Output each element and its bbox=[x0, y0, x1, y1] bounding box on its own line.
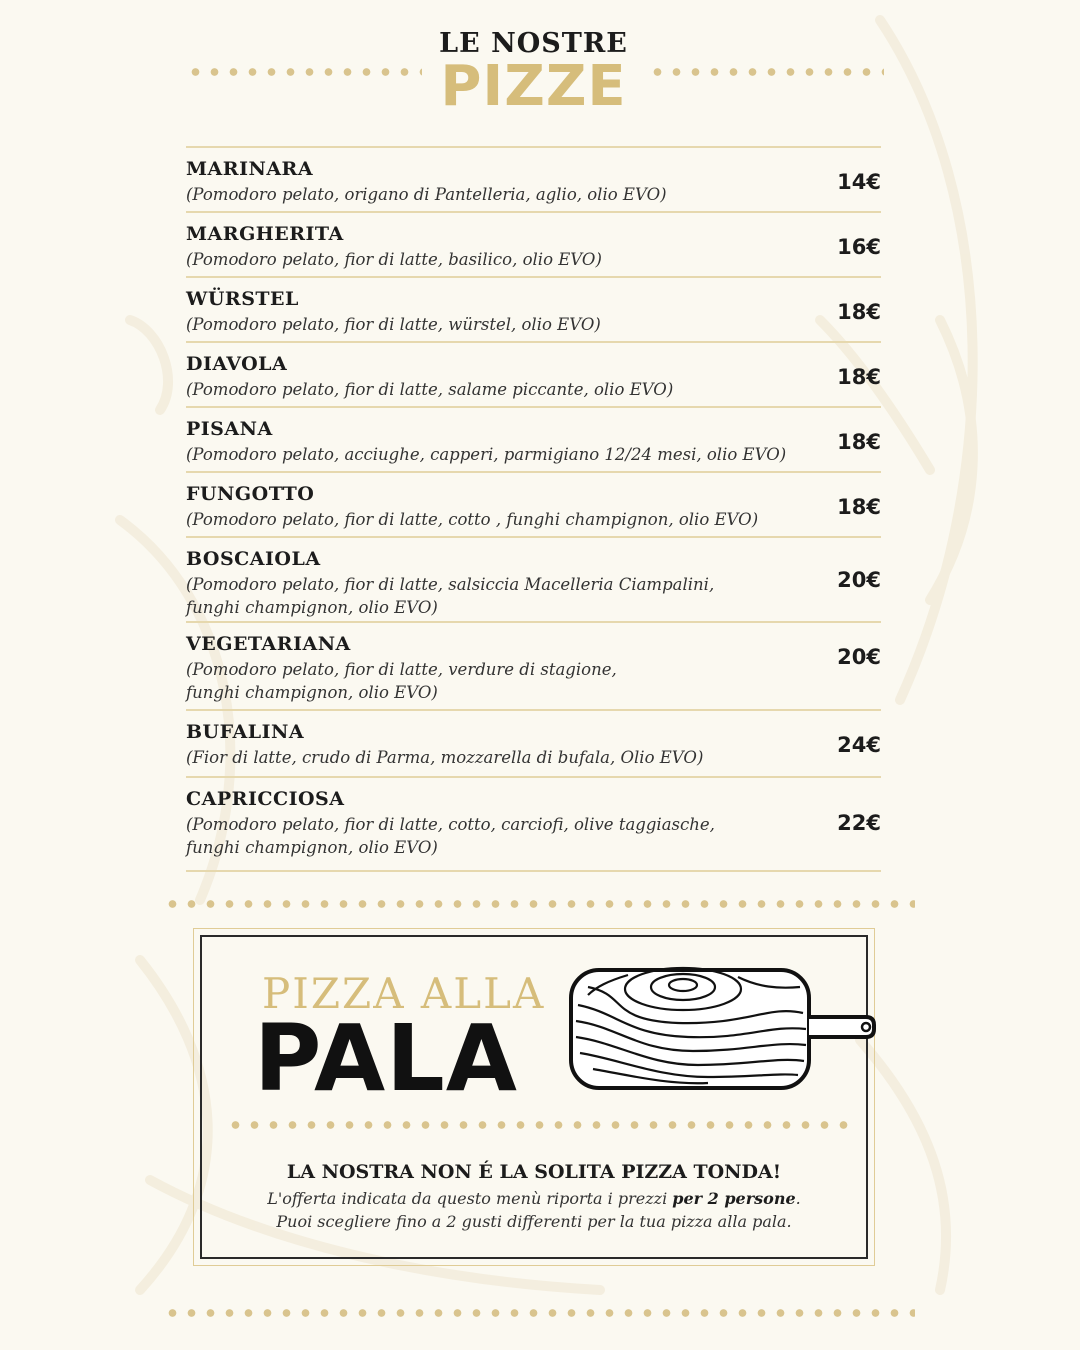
pizza-name: VEGETARIANA bbox=[186, 633, 351, 655]
header-title: PIZZE bbox=[440, 54, 627, 119]
pizza-price: 18€ bbox=[837, 495, 881, 519]
pizza-ingredients: (Pomodoro pelato, fior di latte, cotto , funghi champignon, olio EVO) bbox=[186, 510, 759, 529]
pizza-name: MARGHERITA bbox=[186, 223, 344, 245]
pizza-price: 16€ bbox=[837, 235, 881, 259]
menu-item bbox=[186, 146, 881, 211]
pizza-ingredients: (Pomodoro pelato, fior di latte, basilico, olio EVO) bbox=[186, 250, 602, 269]
pala-text-line-2: Puoi scegliere fino a 2 gusti differenti per la tua pizza alla pala. bbox=[276, 1212, 792, 1231]
pizza-alla-pala-box bbox=[193, 928, 875, 1266]
pizza-price: 18€ bbox=[837, 300, 881, 324]
pizza-ingredients: (Fior di latte, crudo di Parma, mozzarella di bufala, Olio EVO) bbox=[186, 748, 704, 767]
pizza-name: MARINARA bbox=[186, 158, 314, 180]
pala-inner-frame bbox=[200, 935, 868, 1259]
menu-item bbox=[186, 406, 881, 471]
menu-header bbox=[186, 28, 881, 118]
pala-highlight: per 2 persone bbox=[672, 1189, 796, 1208]
pala-big-title: PALA bbox=[254, 1005, 519, 1112]
menu-item bbox=[186, 341, 881, 406]
pizza-name: WÜRSTEL bbox=[186, 288, 299, 310]
pizza-name: PISANA bbox=[186, 418, 273, 440]
pizza-ingredients: (Pomodoro pelato, origano di Pantelleria, aglio, olio EVO) bbox=[186, 185, 667, 204]
pala-small-title: PIZZA ALLA bbox=[262, 969, 546, 1018]
header-dots-left bbox=[186, 66, 422, 78]
pizza-ingredients: (Pomodoro pelato, fior di latte, salsiccia Macelleria Ciampalini, funghi champignon, olio EVO) bbox=[186, 575, 715, 617]
pizza-ingredients: (Pomodoro pelato, fior di latte, würstel, olio EVO) bbox=[186, 315, 601, 334]
menu-item bbox=[186, 536, 881, 621]
menu-item bbox=[186, 621, 881, 709]
pizza-ingredients: (Pomodoro pelato, acciughe, capperi, parmigiano 12/24 mesi, olio EVO) bbox=[186, 445, 787, 464]
pizza-name: DIAVOLA bbox=[186, 353, 288, 375]
pizza-price: 20€ bbox=[837, 645, 881, 669]
pala-text-line-1: L'offerta indicata da questo menù riporta i prezzi per 2 persone. bbox=[267, 1189, 801, 1208]
pizza-ingredients: (Pomodoro pelato, fior di latte, cotto, carciofi, olive taggiasche, funghi champignon, olio EVO) bbox=[186, 815, 715, 857]
pizza-price: 24€ bbox=[837, 733, 881, 757]
footer-dots bbox=[163, 1307, 915, 1319]
menu-item bbox=[186, 276, 881, 341]
pizza-price: 22€ bbox=[837, 811, 881, 835]
pala-dots bbox=[226, 1119, 848, 1131]
menu-bottom-divider bbox=[186, 870, 881, 872]
pizza-ingredients: (Pomodoro pelato, fior di latte, verdure di stagione, funghi champignon, olio EVO) bbox=[186, 660, 617, 702]
header-dots-right bbox=[648, 66, 884, 78]
pizza-name: BOSCAIOLA bbox=[186, 548, 321, 570]
pizza-price: 14€ bbox=[837, 170, 881, 194]
pizza-name: BUFALINA bbox=[186, 721, 305, 743]
pizza-peel-icon bbox=[568, 965, 886, 1095]
header-subtitle: LE NOSTRE bbox=[439, 28, 628, 59]
pala-headline: LA NOSTRA NON É LA SOLITA PIZZA TONDA! bbox=[286, 1161, 782, 1183]
menu-item bbox=[186, 709, 881, 776]
pizza-menu-list bbox=[186, 146, 881, 872]
section-divider-dots bbox=[163, 898, 915, 910]
pizza-price: 18€ bbox=[837, 365, 881, 389]
pala-description bbox=[202, 1187, 866, 1233]
pizza-price: 18€ bbox=[837, 430, 881, 454]
menu-item bbox=[186, 471, 881, 536]
pizza-price: 20€ bbox=[837, 568, 881, 592]
menu-item bbox=[186, 211, 881, 276]
pizza-ingredients: (Pomodoro pelato, fior di latte, salame piccante, olio EVO) bbox=[186, 380, 674, 399]
menu-item bbox=[186, 776, 881, 870]
pizza-name: FUNGOTTO bbox=[186, 483, 315, 505]
pizza-name: CAPRICCIOSA bbox=[186, 788, 345, 810]
